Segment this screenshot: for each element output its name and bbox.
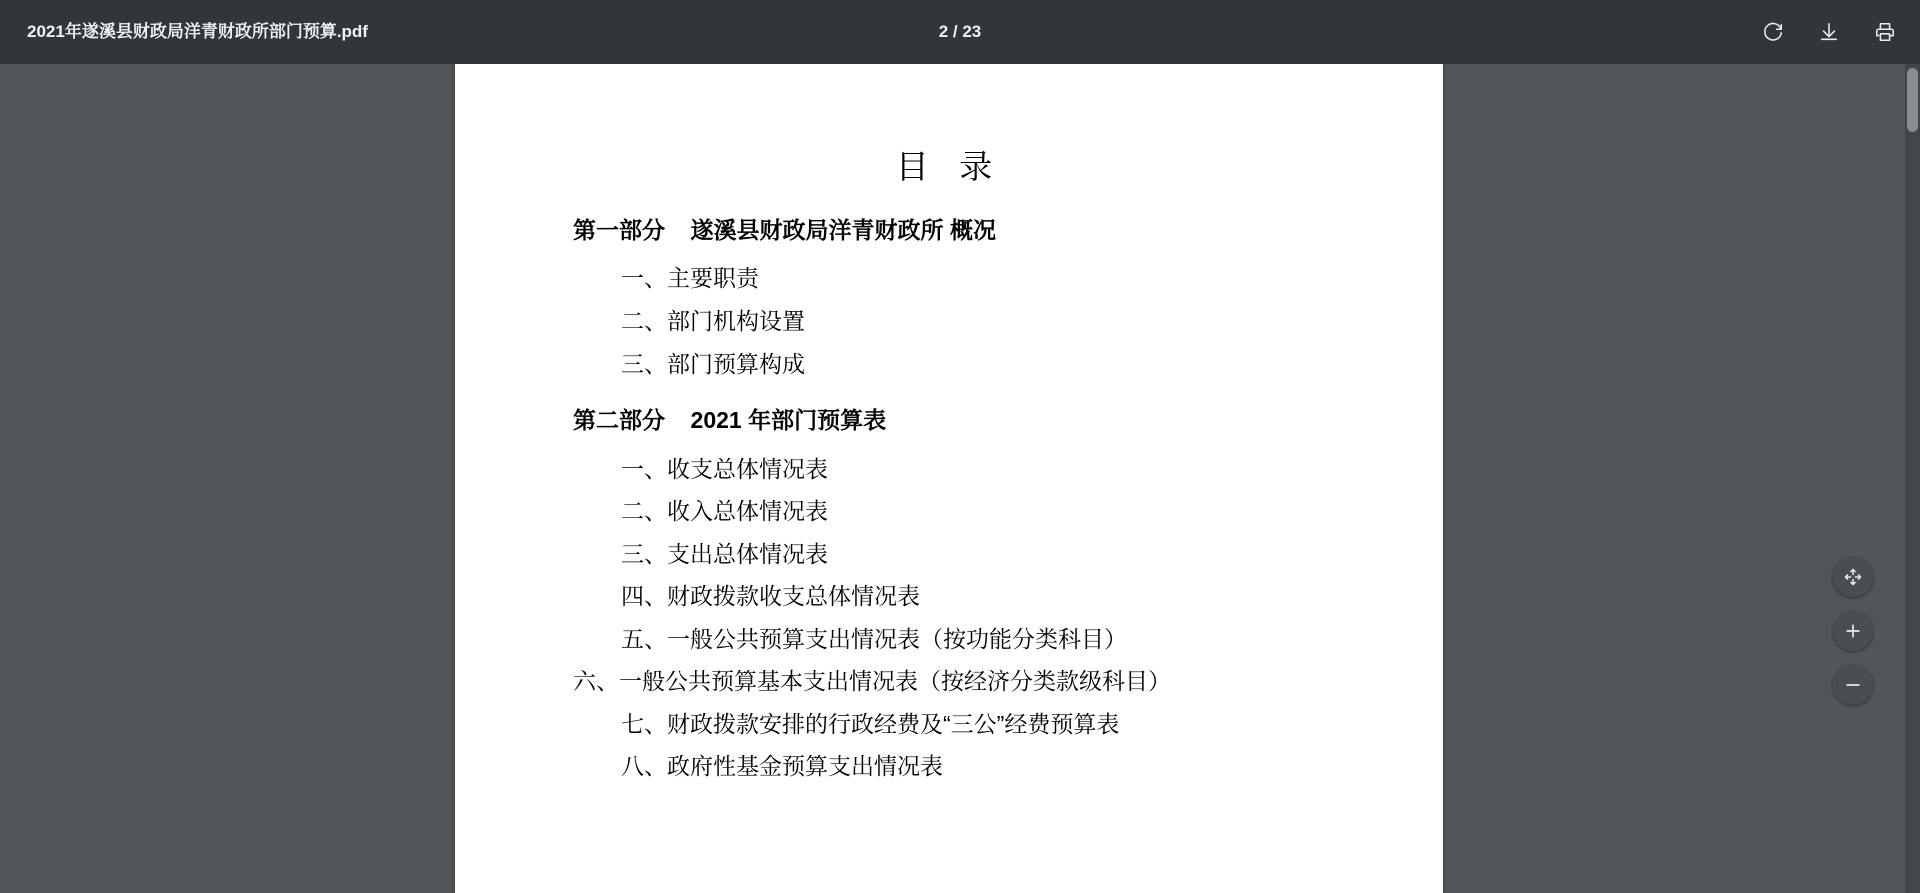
document-viewport[interactable] [0,64,1920,893]
toc-entry: 一、主要职责 [621,265,759,292]
download-icon[interactable] [1812,15,1846,49]
toc-entry: 二、收入总体情况表 [621,498,828,525]
zoom-out-button[interactable] [1833,665,1873,705]
zoom-controls [1833,557,1873,705]
pdf-page [455,64,1443,893]
page-indicator-text: 2 / 23 [938,22,982,41]
toc-entry: 四、财政拨款收支总体情况表 [621,583,920,610]
toc-entry: 二、部门机构设置 [621,307,805,334]
pdf-toolbar [0,0,1920,64]
toc-part-heading: 第二部分 2021 年部门预算表 [573,407,887,434]
toc-entry: 八、政府性基金预算支出情况表 [621,753,943,780]
toc-entry: 三、支出总体情况表 [621,540,828,567]
page-content [455,64,1443,788]
toc-entry: 五、一般公共预算支出情况表（按功能分类科目） [621,625,1127,652]
toc-entry: 三、部门预算构成 [621,350,805,377]
vertical-scrollbar-thumb[interactable] [1907,68,1918,132]
document-title: 2021年遂溪县财政局洋青财政所部门预算.pdf [27,22,368,41]
page-title: 目 录 [895,147,1003,186]
toolbar-actions [1756,0,1902,64]
vertical-scrollbar-track[interactable] [1905,64,1920,893]
fit-to-page-icon[interactable] [1833,557,1873,597]
rotate-clockwise-icon[interactable] [1756,15,1790,49]
print-icon[interactable] [1868,15,1902,49]
toc-entry: 七、财政拨款安排的行政经费及“三公”经费预算表 [621,710,1120,737]
zoom-in-button[interactable] [1833,611,1873,651]
toc-entry: 一、收支总体情况表 [621,455,828,482]
toc-part-heading: 第一部分 遂溪县财政局洋青财政所 概况 [573,216,996,243]
toc-entry: 六、一般公共预算基本支出情况表（按经济分类款级科目） [573,668,1171,695]
